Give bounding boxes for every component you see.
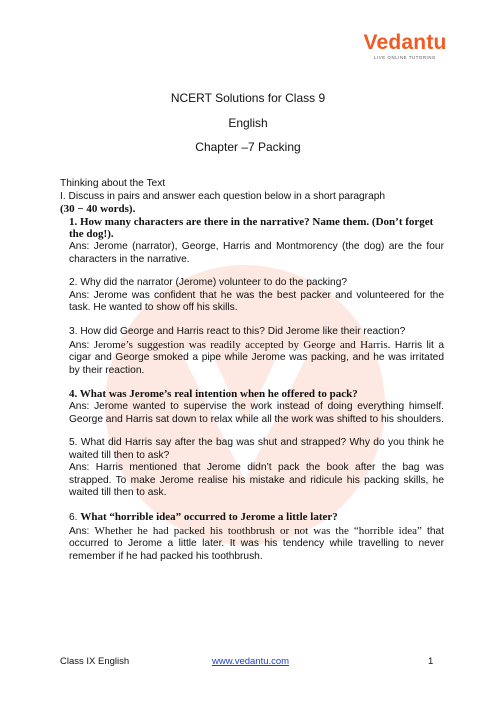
vedantu-logo bbox=[360, 32, 450, 68]
answer-3-rest: Harris lit a cigar and George smoked a pipe while Jerome was packing, and he was irritated by their reaction. bbox=[69, 339, 444, 376]
logo-tagline: LIVE ONLINE TUTORING bbox=[374, 55, 436, 60]
question-6 bbox=[60, 511, 444, 525]
instruction-text: . Discuss in pairs and answer each question below in a short paragraph bbox=[62, 190, 386, 202]
footer-page-number: 1 bbox=[428, 656, 434, 667]
header-subject: English bbox=[228, 116, 268, 130]
footer-class: Class IX English bbox=[60, 656, 130, 667]
answer-6-label: Ans: bbox=[69, 525, 90, 537]
answer-4: Ans: Jerome wanted to supervise the work instead of doing everything himself. George and Harris sat down to relax while all the work was shifted to his shoulders. bbox=[69, 400, 444, 425]
question-4: 4. What was Jerome’s real intention when he offered to pack? bbox=[69, 388, 358, 401]
answer-6 bbox=[60, 525, 444, 564]
answer-3-label: Ans: bbox=[69, 339, 90, 351]
question-6-text: What “horrible idea” occurred to Jerome a little later? bbox=[80, 511, 338, 524]
question-2: 2. Why did the narrator (Jerome) volunteer to do the packing? bbox=[69, 277, 348, 289]
answer-6-serif: Whether he had packed his toothbrush or not was the “horrible idea” bbox=[94, 524, 422, 537]
header-chapter: Chapter –7 Packing bbox=[195, 140, 301, 154]
answer-3 bbox=[60, 339, 444, 378]
question-3: 3. How did George and Harris react to this? Did Jerome like their reaction? bbox=[69, 325, 406, 337]
instruction-num: I bbox=[60, 190, 63, 202]
question-6-prefix: 6. bbox=[69, 512, 81, 524]
logo-wordmark: Vedantu bbox=[363, 31, 447, 54]
content-body bbox=[60, 178, 444, 563]
answer-6-rest: that occurred to Jerome a little later. It was his tendency while travelling to never remember if he had packed his toothbrush. bbox=[69, 525, 444, 562]
question-5: 5. What did Harris say after the bag was shut and strapped? Why do you think he waited till then to ask? bbox=[69, 437, 444, 461]
answer-2: Ans: Jerome was confident that he was the best packer and volunteered for the task. He wanted to show off his skills. bbox=[69, 289, 444, 314]
instruction-words: (30 − 40 words). bbox=[60, 203, 136, 216]
answer-3-serif: Jerome’s suggestion was readily accepted by George and Harris. bbox=[93, 338, 391, 351]
section-instruction bbox=[60, 191, 444, 204]
answer-1: Ans: Jerome (narrator), George, Harris and Montmorency (the dog) are the four characters in the narrative. bbox=[69, 240, 444, 265]
question-1: 1. How many characters are there in the narrative? Name them. (Don’t forget the dog!). bbox=[69, 215, 434, 241]
answer-5: Ans: Harris mentioned that Jerome didn’t pack the book after the bag was strapped. To make Jerome realise his mistake and ridicule his packing skills, he waited till then to ask. bbox=[69, 462, 444, 499]
footer-website-link[interactable]: www.vedantu.com bbox=[212, 656, 290, 667]
section-title: Thinking about the Text bbox=[60, 178, 166, 189]
header-title: NCERT Solutions for Class 9 bbox=[170, 91, 326, 105]
